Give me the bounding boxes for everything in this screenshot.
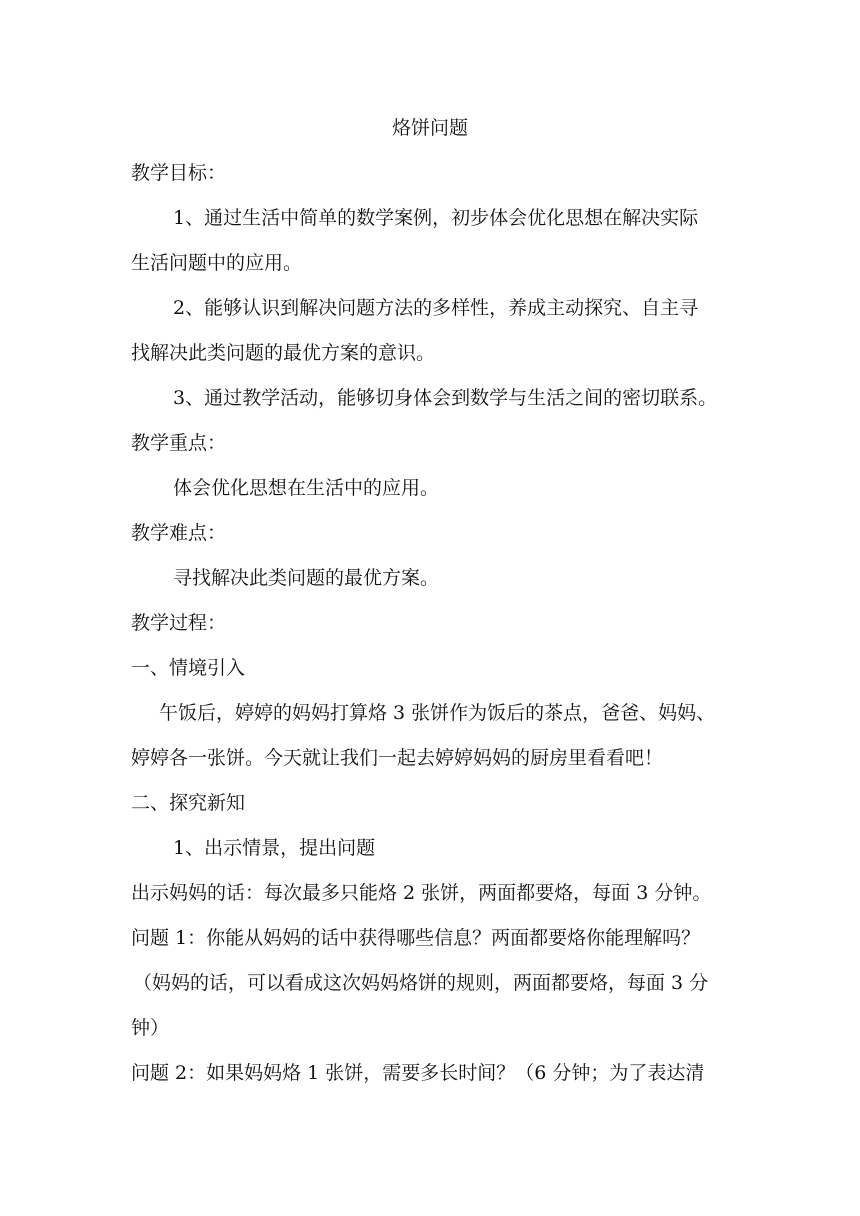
section-heading: 二、探究新知 bbox=[131, 792, 246, 814]
paragraph-line: 出示妈妈的话：每次最多只能烙 2 张饼，两面都要烙，每面 3 分钟。 bbox=[131, 882, 712, 904]
paragraph-line: 1、通过生活中简单的数学案例，初步体会优化思想在解决实际 bbox=[173, 207, 699, 229]
paragraph-line: 问题 2：如果妈妈烙 1 张饼，需要多长时间？（6 分钟；为了表达清 bbox=[131, 1062, 705, 1084]
section-heading: 一、情境引入 bbox=[131, 657, 246, 679]
paragraph-line: 1、出示情景，提出问题 bbox=[173, 837, 376, 859]
paragraph-line: 钟） bbox=[131, 1017, 170, 1039]
paragraph-line: 午饭后，婷婷的妈妈打算烙 3 张饼作为饭后的茶点，爸爸、妈妈、 bbox=[159, 702, 716, 724]
heading-difficulties: 教学难点： bbox=[131, 522, 227, 544]
heading-teaching-goals: 教学目标： bbox=[131, 162, 227, 184]
paragraph-line: 问题 1：你能从妈妈的话中获得哪些信息？两面都要烙你能理解吗？ bbox=[131, 927, 701, 949]
paragraph-line: 生活问题中的应用。 bbox=[131, 252, 303, 274]
heading-teaching-process: 教学过程： bbox=[131, 612, 227, 634]
paragraph-line: 体会优化思想在生活中的应用。 bbox=[173, 477, 440, 499]
paragraph-line: （妈妈的话，可以看成这次妈妈烙饼的规则，两面都要烙，每面 3 分 bbox=[133, 972, 709, 994]
paragraph-line: 2、能够认识到解决问题方法的多样性，养成主动探究、自主寻 bbox=[173, 297, 699, 319]
paragraph-line: 找解决此类问题的最优方案的意识。 bbox=[131, 342, 436, 364]
paragraph-line: 寻找解决此类问题的最优方案。 bbox=[173, 567, 440, 589]
heading-key-points: 教学重点： bbox=[131, 432, 227, 454]
document-title: 烙饼问题 bbox=[391, 117, 468, 139]
paragraph-line: 婷婷各一张饼。今天就让我们一起去婷婷妈妈的厨房里看看吧！ bbox=[131, 747, 664, 769]
paragraph-line: 3、通过教学活动，能够切身体会到数学与生活之间的密切联系。 bbox=[173, 387, 718, 409]
